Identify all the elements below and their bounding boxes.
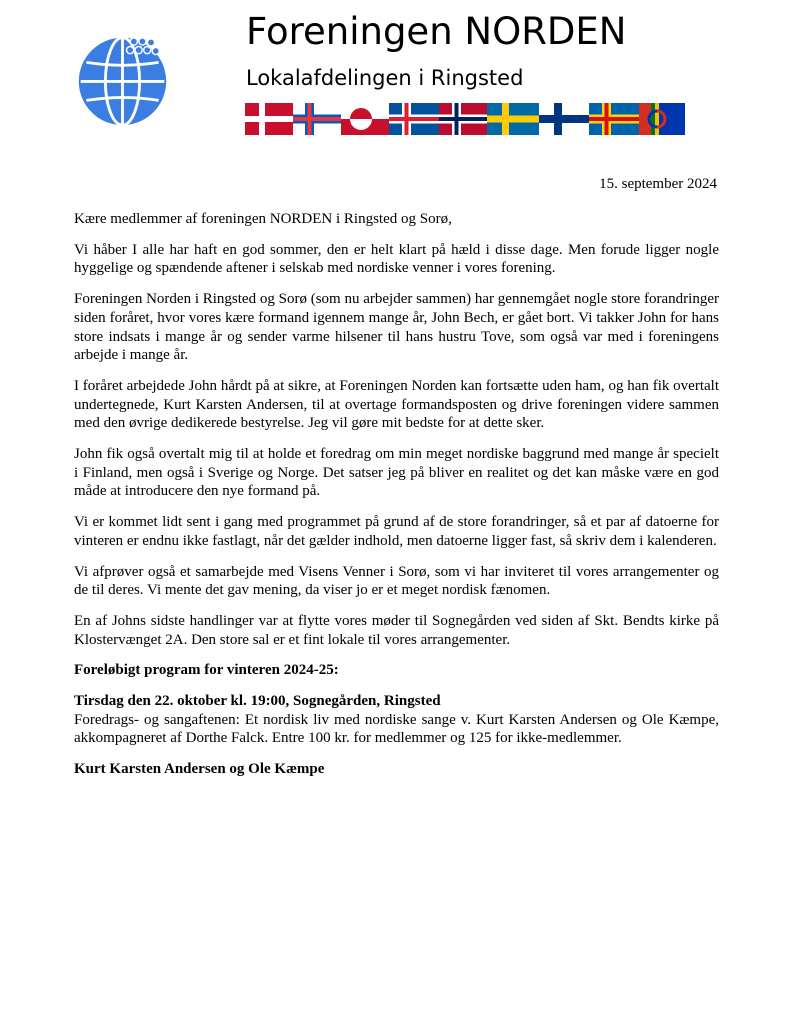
letter-paragraph: En af Johns sidste handlinger var at flytte vores møder til Sognegården ved siden af Skt. Bendts kirke på Klostervænget 2A. Den store sal er et fint lokale til vores arrangementer. xyxy=(74,612,719,648)
finland-flag-icon xyxy=(539,103,589,135)
letter-paragraph: Foreningen Norden i Ringsted og Sorø (som nu arbejder sammen) har gennemgået nogle store forandringer siden foråret, hvor vores kære formand igennem mange år, John Bech, er gået bort. Vi takker John for hans store indsats i mange år og sender varme hilsener til hans hustru Tove, som også var med i foreningens arbejde i mange år. xyxy=(74,291,719,364)
letter-signature: Kurt Karsten Andersen og Ole Kæmpe xyxy=(74,761,325,778)
sweden-flag-icon xyxy=(487,103,539,135)
event-title: Tirsdag den 22. oktober kl. 19:00, Sognegården, Ringsted xyxy=(74,693,441,710)
program-heading: Foreløbigt program for vinteren 2024-25: xyxy=(74,662,339,679)
event-description: Foredrags- og sangaftenen: Et nordisk liv med nordiske sange v. Kurt Karsten Andersen og Ole Kæmpe, akkompagneret af Dorthe Falck. Entre 100 kr. for medlemmer og 125 for ikke-medlemmer. xyxy=(74,711,719,747)
organization-title: Foreningen NORDEN xyxy=(246,10,627,53)
denmark-flag-icon xyxy=(245,103,293,135)
letter-paragraph: I foråret arbejdede John hårdt på at sikre, at Foreningen Norden kan fortsætte uden ham, og han fik overtalt undertegnede, Kurt Karsten Andersen, til at overtage formandsposten og drive foreningen videre sammen med den øvrige dedikerede bestyrelse. Jeg vil gøre mit bedste for at dette sker. xyxy=(74,377,719,432)
sami-flag-icon xyxy=(639,103,685,135)
organization-subtitle: Lokalafdelingen i Ringsted xyxy=(246,66,524,90)
event-entry xyxy=(74,692,719,748)
norway-flag-icon xyxy=(439,103,487,135)
norden-logo-icon xyxy=(75,32,170,127)
letter-paragraph: Vi er kommet lidt sent i gang med programmet på grund af de store forandringer, så et par af datoerne for vinteren er endnu ikke fastlagt, når det gælder indhold, men datoerne ligger fast, så skriv dem i kalenderen. xyxy=(74,514,719,549)
greenland-flag-icon xyxy=(341,103,389,135)
aland-flag-icon xyxy=(589,103,639,135)
iceland-flag-icon xyxy=(389,103,439,135)
letter-greeting: Kære medlemmer af foreningen NORDEN i Ringsted og Sorø, xyxy=(74,211,452,227)
letter-paragraph: Vi håber I alle har haft en god sommer, den er helt klart på hæld i disse dage. Men forude ligger nogle hyggelige og spændende aftener i selskab med nordiske venner i vores forening. xyxy=(74,241,719,277)
letter-paragraph: Vi afprøver også et samarbejde med Visens Venner i Sorø, som vi har inviteret til vores arrangementer og de til deres. Vi mente det gav mening, da viser jo er et meget nordisk fænomen. xyxy=(74,563,719,599)
letter-body xyxy=(74,210,719,791)
letter-paragraph: John fik også overtalt mig til at holde et foredrag om min meget nordiske baggrund med mange år specielt i Finland, men også i Sverige og Norge. Det satser jeg på bliver en realitet og det kan måske være en god måde at introducere den nye formand på. xyxy=(74,446,719,500)
faroe-islands-flag-icon xyxy=(293,103,341,135)
letter-date: 15. september 2024 xyxy=(599,176,717,192)
nordic-flags-banner xyxy=(245,103,685,135)
